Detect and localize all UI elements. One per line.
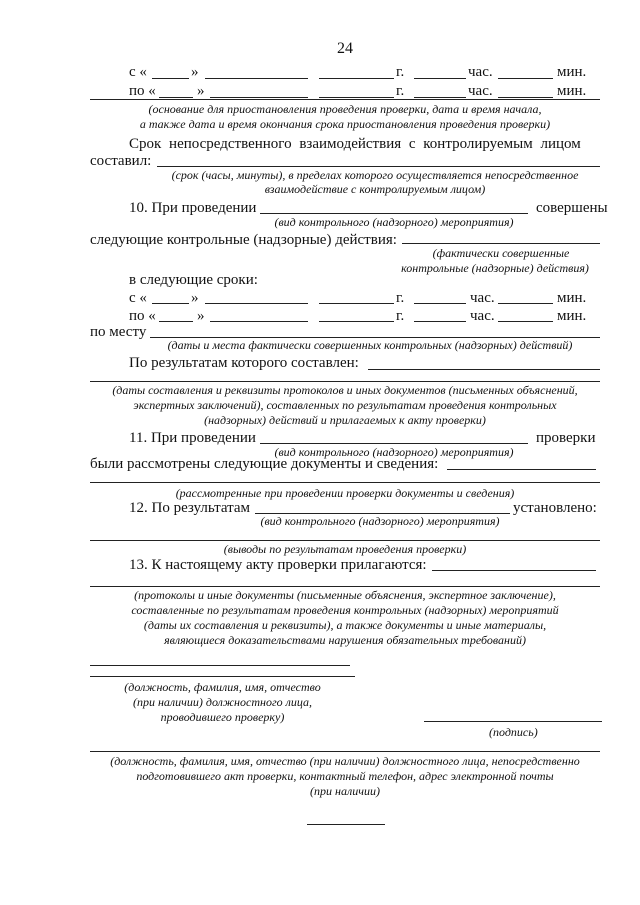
minute-field[interactable] [498,78,553,79]
year-field[interactable] [319,303,394,304]
interaction-note-1: (срок (часы, минуты), в пределах которого осуществляется непосредственное [171,168,579,182]
preparer-line[interactable] [90,751,600,752]
item10-terms-label: в следующие сроки: [129,272,258,288]
suspension-basis-line[interactable] [90,99,600,100]
item12-suffix: установлено: [513,500,597,516]
day-field[interactable] [159,97,193,98]
page-number: 24 [337,40,353,57]
item11-event-note: (вид контрольного (надзорного) мероприятия) [274,445,514,459]
item11-prefix: 11. При проведении [129,430,256,446]
preparer-note-2: подготовившего акт проверки, контактный телефон, адрес электронной почты [136,769,554,783]
official-note-1: (должность, фамилия, имя, отчество [124,680,321,694]
day-field[interactable] [152,303,189,304]
official-line-2[interactable] [90,676,355,677]
signature-label: (подпись) [489,725,538,739]
item12-event-note: (вид контрольного (надзорного) мероприятия) [260,514,500,528]
interaction-line-1: Срок непосредственного взаимодействия с контролируемым лицом [129,136,581,152]
item10-result-note-2: экспертных заключений), составленных по результатам проведения контрольных [133,398,557,412]
item10-result-label: По результатам которого составлен: [129,355,359,371]
year-label: г. [396,308,405,324]
quote-close: » [197,308,205,324]
hour-label: час. [468,83,493,99]
hour-label: час. [470,308,495,324]
item10-prefix: 10. При проведении [129,200,257,216]
minute-field[interactable] [498,321,553,322]
year-label: г. [396,83,405,99]
item10-line-2: следующие контрольные (надзорные) действия: [90,232,397,248]
item10-place-note: (даты и места фактически совершенных контрольных (надзорных) действий) [167,338,573,352]
signature-field[interactable] [424,721,602,722]
day-field[interactable] [152,78,189,79]
month-field[interactable] [205,303,308,304]
from-prefix: с « [129,290,147,306]
month-field[interactable] [210,321,308,322]
item11-docs-note: (рассмотренные при проведении проверки документы и сведения) [175,486,515,500]
item12-conclusions-line[interactable] [90,540,600,541]
minute-label: мин. [557,290,587,306]
month-field[interactable] [205,78,308,79]
minute-label: мин. [557,64,587,80]
item12-conclusions-note: (выводы по результатам проведения проверки) [223,542,467,556]
hour-field[interactable] [414,303,466,304]
interaction-duration-field[interactable] [157,166,600,167]
year-label: г. [396,290,405,306]
from-prefix: с « [129,64,147,80]
item11-suffix: проверки [536,430,596,446]
month-field[interactable] [210,97,308,98]
preparer-note-3: (при наличии) [310,784,380,798]
hour-label: час. [468,64,493,80]
official-line-1[interactable] [90,665,350,666]
item10-actions-note-2: контрольные (надзорные) действия) [401,261,589,275]
item10-result-line[interactable] [90,381,600,382]
hour-label: час. [470,290,495,306]
item11-event-field[interactable] [260,443,528,444]
official-note-3: проводившего проверку) [160,710,285,724]
item13-note-1: (протоколы и иные документы (письменные объяснения, экспертное заключение), [134,588,556,602]
item13-attachments-field[interactable] [432,570,596,571]
minute-label: мин. [557,83,587,99]
suspension-note-2: а также дата и время окончания срока приостановления проведения проверки) [139,117,551,131]
minute-field[interactable] [498,303,553,304]
year-field[interactable] [319,97,394,98]
item10-result-field[interactable] [368,369,600,370]
official-note-2: (при наличии) должностного лица, [132,695,313,709]
item13-note-3: (даты их составления и реквизиты), а также документы и иные материалы, [143,618,547,632]
year-label: г. [396,64,405,80]
item13-label: 13. К настоящему акту проверки прилагаются: [129,557,427,573]
interaction-note-2: взаимодействие с контролируемым лицом) [264,182,486,196]
quote-close: » [197,83,205,99]
item10-actions-note-1: (фактически совершенные [432,246,570,260]
hour-field[interactable] [414,78,466,79]
item10-event-field[interactable] [260,213,528,214]
item10-event-note: (вид контрольного (надзорного) мероприятия) [274,215,514,229]
item10-result-note-1: (даты составления и реквизиты протоколов и иных документов (письменных объяснений, [112,383,578,397]
quote-close: » [191,290,199,306]
item11-docs-field[interactable] [447,469,596,470]
item10-suffix: совершены [536,200,608,216]
to-prefix: по « [129,308,156,324]
hour-field[interactable] [414,321,466,322]
interaction-line-2: составил: [90,153,152,169]
minute-field[interactable] [498,97,553,98]
suspension-note-1: (основание для приостановления проведения проверки, дата и время начала, [148,102,542,116]
item13-attachments-line[interactable] [90,586,600,587]
preparer-note-1: (должность, фамилия, имя, отчество (при наличии) должностного лица, непосредственно [110,754,580,768]
year-field[interactable] [319,78,394,79]
minute-label: мин. [557,308,587,324]
day-field[interactable] [159,321,193,322]
item10-result-note-3: (надзорных) действий и прилагаемых к акту проверки) [204,413,486,427]
year-field[interactable] [319,321,394,322]
closing-divider [307,824,385,825]
item10-place-label: по месту [90,324,147,340]
item13-note-2: составленные по результатам проведения контрольных (надзорных) мероприятий [131,603,559,617]
to-prefix: по « [129,83,156,99]
item10-actions-field[interactable] [402,243,600,244]
item11-line-2: были рассмотрены следующие документы и сведения: [90,456,439,472]
item13-note-4: являющиеся доказательствами нарушения обязательных требований) [164,633,526,647]
hour-field[interactable] [414,97,466,98]
item12-prefix: 12. По результатам [129,500,251,516]
item11-docs-line[interactable] [90,482,600,483]
quote-close: » [191,64,199,80]
